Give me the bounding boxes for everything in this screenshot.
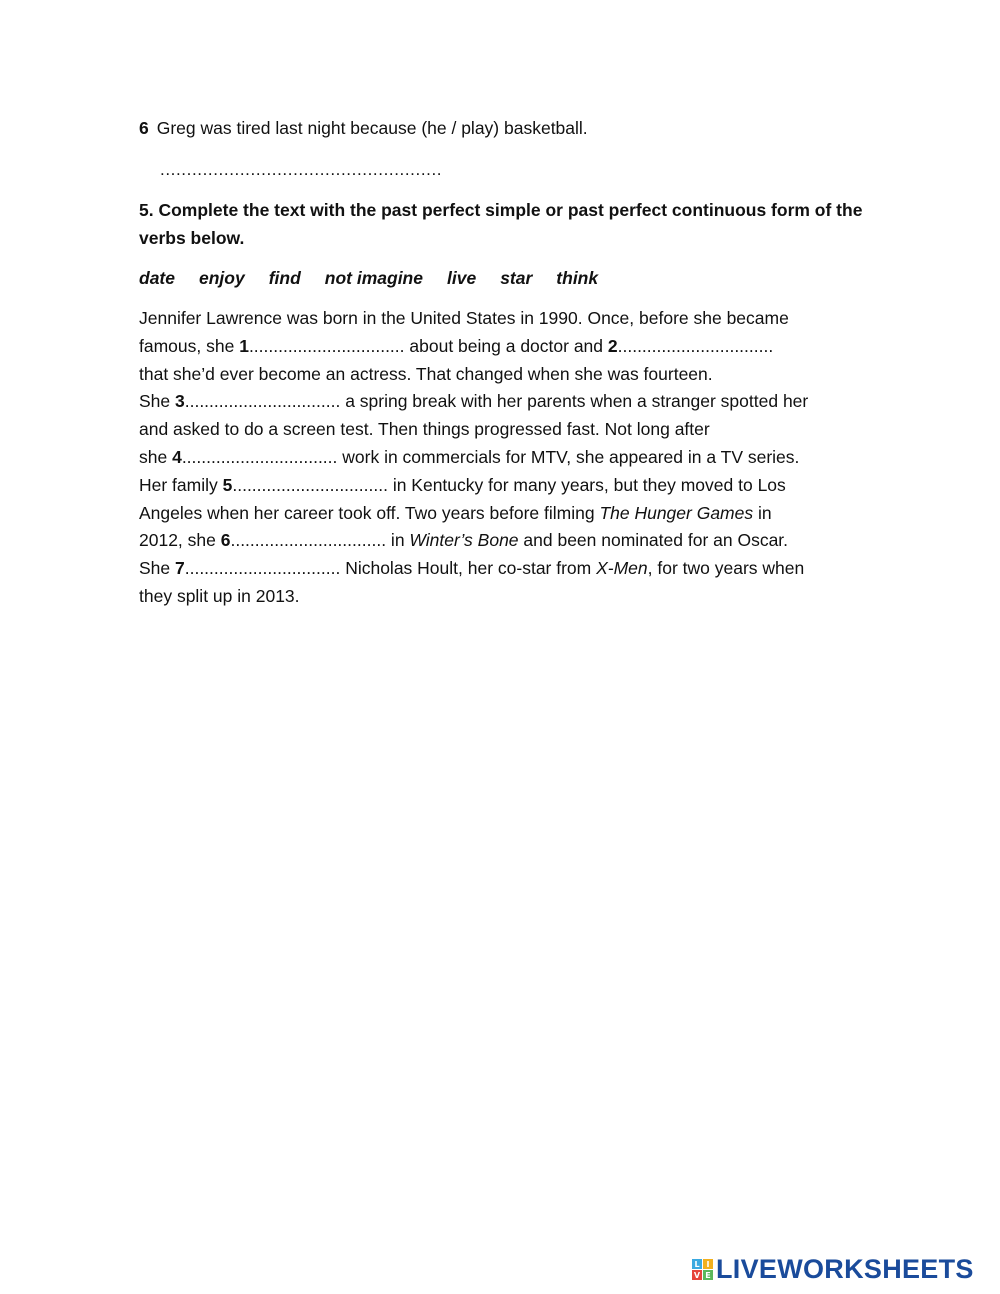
logo-mark-icon: [692, 1259, 713, 1280]
text-segment: Jennifer Lawrence was born in the United States in 1990. Once, before she became: [139, 308, 789, 328]
text-segment: in: [386, 530, 410, 551]
answer-field-6[interactable]: .....................................................: [160, 160, 443, 179]
blank-field-6[interactable]: ................................: [230, 530, 387, 551]
blank-number-7: 7: [175, 558, 185, 579]
text-line: [139, 472, 879, 500]
logo-text: LIVEWORKSHEETS: [716, 1254, 974, 1284]
text-segment: famous, she: [139, 335, 240, 356]
logo-mark-tile: I: [703, 1259, 713, 1269]
text-line: [139, 333, 879, 361]
text-segment: Nicholas Hoult, her co-star from: [340, 558, 597, 579]
text-line: [139, 527, 879, 555]
text-segment: she: [139, 446, 173, 467]
text-line: [139, 444, 879, 472]
text-segment: in Kentucky for many years, but they moved to Los: [387, 474, 786, 495]
text-segment: a spring break with her parents when a stranger spotted her: [340, 391, 809, 412]
text-segment: that she’d ever become an actress. That changed when she was fourteen.: [139, 363, 713, 384]
blank-field-1[interactable]: ................................: [248, 335, 405, 356]
word-bank-item: live: [446, 268, 477, 288]
gap-fill-text: [139, 305, 879, 611]
text-segment: 2012, she: [139, 530, 221, 551]
text-segment: and asked to do a screen test. Then things progressed fast. Not long after: [139, 419, 710, 440]
text-line: [139, 305, 879, 333]
blank-number-2: 2: [607, 335, 618, 356]
blank-number-5: 5: [222, 474, 233, 495]
text-segment: and been nominated for an Oscar.: [518, 530, 789, 551]
text-line: [139, 388, 879, 416]
blank-field-3[interactable]: ................................: [184, 391, 341, 412]
film-title: X-Men: [596, 558, 648, 579]
text-line: [139, 361, 879, 389]
word-bank-item: star: [500, 268, 533, 288]
blank-number-1: 1: [239, 335, 249, 356]
blank-field-2[interactable]: ................................: [617, 335, 774, 356]
text-segment: Her family: [139, 474, 223, 495]
logo-mark-tile: E: [703, 1270, 713, 1280]
text-line: [139, 583, 879, 611]
text-segment: about being a doctor and: [404, 335, 608, 356]
word-bank-item: find: [268, 268, 301, 288]
text-segment: Angeles when her career took off. Two years before filming: [139, 502, 600, 523]
text-segment: , for two years when: [647, 558, 805, 579]
exercise-heading: 5. Complete the text with the past perfect simple or past perfect continuous form of the verbs below.: [139, 200, 863, 248]
blank-field-7[interactable]: ................................: [184, 558, 341, 579]
question-text: Greg was tired last night because (he / play) basketball.: [156, 118, 588, 138]
word-bank-item: date: [139, 268, 175, 288]
text-segment: they split up in 2013.: [139, 585, 300, 606]
blank-number-6: 6: [220, 530, 231, 551]
word-bank-item: not imagine: [324, 268, 423, 288]
text-line: [139, 555, 879, 583]
word-bank-item: enjoy: [198, 268, 245, 288]
film-title: Winter’s Bone: [409, 530, 519, 551]
logo-mark-tile: V: [693, 1270, 701, 1280]
text-segment: She: [139, 391, 175, 412]
text-segment: work in commercials for MTV, she appeared in a TV series.: [337, 446, 800, 467]
text-line: [139, 416, 879, 444]
text-segment: in: [753, 502, 772, 523]
word-bank-item: think: [556, 268, 599, 288]
blank-field-4[interactable]: ................................: [181, 446, 338, 467]
text-segment: She: [139, 558, 175, 579]
blank-number-4: 4: [172, 446, 182, 467]
liveworksheets-logo: [692, 1254, 974, 1285]
question-6: [139, 116, 588, 140]
blank-number-3: 3: [175, 391, 185, 412]
question-number: 6: [139, 118, 149, 138]
word-bank: [139, 265, 622, 291]
blank-field-5[interactable]: ................................: [232, 474, 388, 495]
film-title: The Hunger Games: [599, 502, 754, 523]
text-line: [139, 500, 879, 528]
logo-mark-tile: L: [692, 1259, 702, 1269]
